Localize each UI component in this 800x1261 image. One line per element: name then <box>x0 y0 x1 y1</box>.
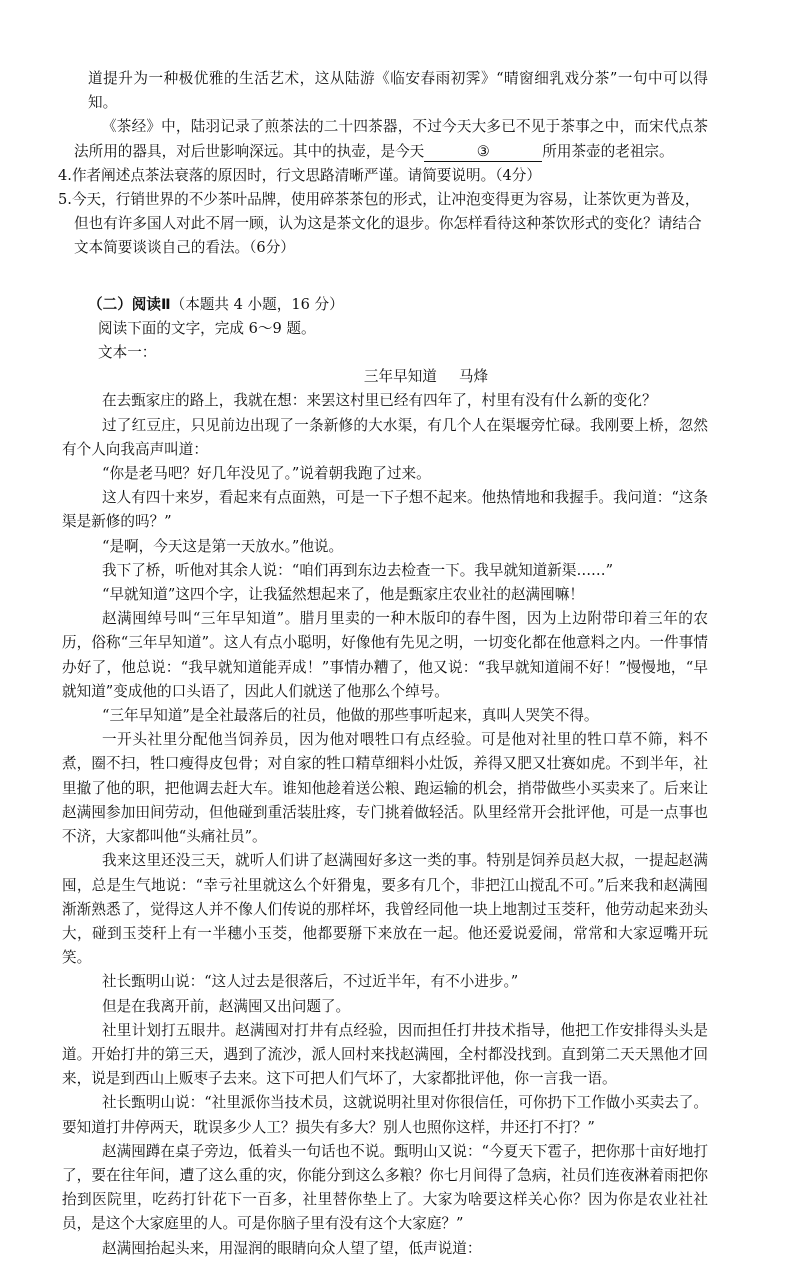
story-paragraph: 但是在我离开前，赵满囤又出问题了。 <box>102 997 351 1015</box>
story-paragraph: “你是老马吧？好几年没见了。”说着朝我跑了过来。 <box>102 465 431 483</box>
story-paragraph: 赵满囤抬起头来，用湿润的眼睛向众人望了望，低声说道： <box>102 1239 482 1257</box>
story-title: 三年早知道 <box>363 368 437 386</box>
story-title-line <box>0 365 800 389</box>
question-number: 4. <box>58 166 72 184</box>
story-paragraph: 我来这里还没三天，就听人们讲了赵满囤好多这一类的事。特别是饲养员赵大叔，一提起赵满囤，总是生气地说：“幸亏社里就这么个奸猾鬼，要多有几个，非把江山搅乱不可。”后来我和赵满囤渐渐熟悉了，觉得这人并不像人们传说的那样坏，我曾经同他一块上地割过玉茭秆，他劳动起来劲头大，碰到玉茭秆上有一半穗小玉茭，他都要掰下来放在一起。他还爱说爱闹，常常和大家逗嘴开玩笑。 <box>62 852 708 967</box>
reading-instruction: 阅读下面的文字，完成 6～9 题。 <box>98 319 316 337</box>
question-text: 作者阐述点茶法衰落的原因时，行文思路清晰严谨。请简要说明。（4分） <box>71 166 541 184</box>
story-paragraph: 社长甄明山说：“社里派你当技术员，这就说明社里对你很信任，可你扔下工作做小买卖去了。要知道打井停两天，耽误多少人工？损失有多大？别人也照你这样，井还打不打？” <box>62 1094 708 1136</box>
paragraph-cha-jing <box>0 115 800 163</box>
question-4 <box>0 164 800 188</box>
question-number: 5. <box>58 191 72 209</box>
paragraph-cha-jing-tail: 所用茶壶的老祖宗。 <box>542 142 674 160</box>
section-title: （二）阅读Ⅱ <box>88 295 171 313</box>
story-paragraph: 我下了桥，听他对其余人说：“咱们再到东边去检查一下。我早就知道新渠……” <box>102 561 614 579</box>
question-5 <box>0 188 800 261</box>
story-paragraph: 社长甄明山说：“这人过去是很落后，不过近半年，有不小进步。” <box>102 973 519 991</box>
story-paragraph: 在去甄家庄的路上，我就在想：来罢这村里已经有四年了，村里有没有什么新的变化？ <box>102 392 657 410</box>
paragraph-cha-jing-text: 《茶经》中，陆羽记录了煎茶法的二十四茶器，不过今天大多已不见于茶事之中，而宋代点茶法所用的器具，对后世影响深远。其中的执壶，是今天 <box>74 118 708 160</box>
story-author: 马烽 <box>458 368 489 386</box>
story-paragraph: “是啊，今天这是第一天放水。”他说。 <box>102 537 344 555</box>
story-paragraph: 过了红豆庄，只见前边出现了一条新修的大水渠，有几个人在渠堰旁忙碌。我刚要上桥，忽然有个人向我高声叫道： <box>62 416 708 458</box>
story-paragraph: 赵满囤蹲在桌子旁边，低着头一句话也不说。甄明山又说：“今夏天下雹子，把你那十亩好地打了，要在往年间，遭了这么重的灾，你能分到这么多粮？你七月间得了急病，社员们连夜淋着雨把你抬到医院里，吃药打针花下一百多，社里替你垫上了。大家为啥要这样关心你？因为你是农业社社员，是这个大家庭里的人。可是你脑子里有没有这个大家庭？” <box>62 1142 708 1233</box>
story-body <box>0 389 800 1260</box>
paragraph-tea-art: 道提升为一种极优雅的生活艺术，这从陆游《临安春雨初霁》“晴窗细乳戏分茶”一句中可以得知。 <box>88 70 708 112</box>
text-label: 文本一： <box>98 344 157 362</box>
story-paragraph: 这人有四十来岁，看起来有点面熟，可是一下子想不起来。他热情地和我握手。我问道：“这条渠是新修的吗？” <box>62 489 708 531</box>
story-paragraph: 一开头社里分配他当饲养员，因为他对喂牲口有点经验。可是他对社里的牲口草不筛，料不煮，圈不扫，牲口瘦得皮包骨；对自家的牲口精草细料小灶饭，养得又肥又壮赛如虎。不到半年，社里撤了他的职，把他调去赶大车。谁知他趁着送公粮、跑运输的机会，捎带做些小买卖来了。后来让赵满囤参加田间劳动，但他碰到重活装肚疼，专门挑着做轻活。队里经常开会批评他，可是一点事也不济，大家都叫他“头痛社员”。 <box>62 731 708 846</box>
story-paragraph: “三年早知道”是全社最落后的社员，他做的那些事听起来，真叫人哭笑不得。 <box>102 707 599 725</box>
section-heading <box>0 293 800 317</box>
story-paragraph: 赵满囤绰号叫“三年早知道”。腊月里卖的一种木版印的春牛图，因为上边附带印着三年的农历，俗称“三年早知道”。这人有点小聪明，好像他有先见之明，一切变化都在他意料之内。一件事情办好了，他总说：“我早就知道能弄成！”事情办糟了，他又说：“我早就知道闹不好！”慢慢地，“早就知道”变成他的口头语了，因此人们就送了他那么个绰号。 <box>62 610 708 700</box>
story-paragraph: 社里计划打五眼井。赵满囤对打井有点经验，因而担任打井技术指导，他把工作安排得头头是道。开始打井的第三天，遇到了流沙，派人回村来找赵满囤，全村都没找到。直到第二天天黑他才回来，说是到西山上贩枣子去来。这下可把人们气坏了，大家都批评他，你一言我一语。 <box>62 1021 708 1088</box>
story-paragraph: “早就知道”这四个字，让我猛然想起来了，他是甄家庄农业社的赵满囤嘛！ <box>102 586 584 604</box>
answer-blank-3[interactable]: ③ <box>424 143 542 162</box>
question-text: 今天，行销世界的不少茶叶品牌，使用碎茶茶包的形式，让冲泡变得更为容易，让茶饮更为普及，但也有许多国人对此不屑一顾，认为这是茶文化的退步。你怎样看待这种茶饮形式的变化？请结合文本简要谈谈自己的看法。（6分） <box>71 191 702 257</box>
section-note: （本题共 4 小题，16 分） <box>170 295 344 313</box>
